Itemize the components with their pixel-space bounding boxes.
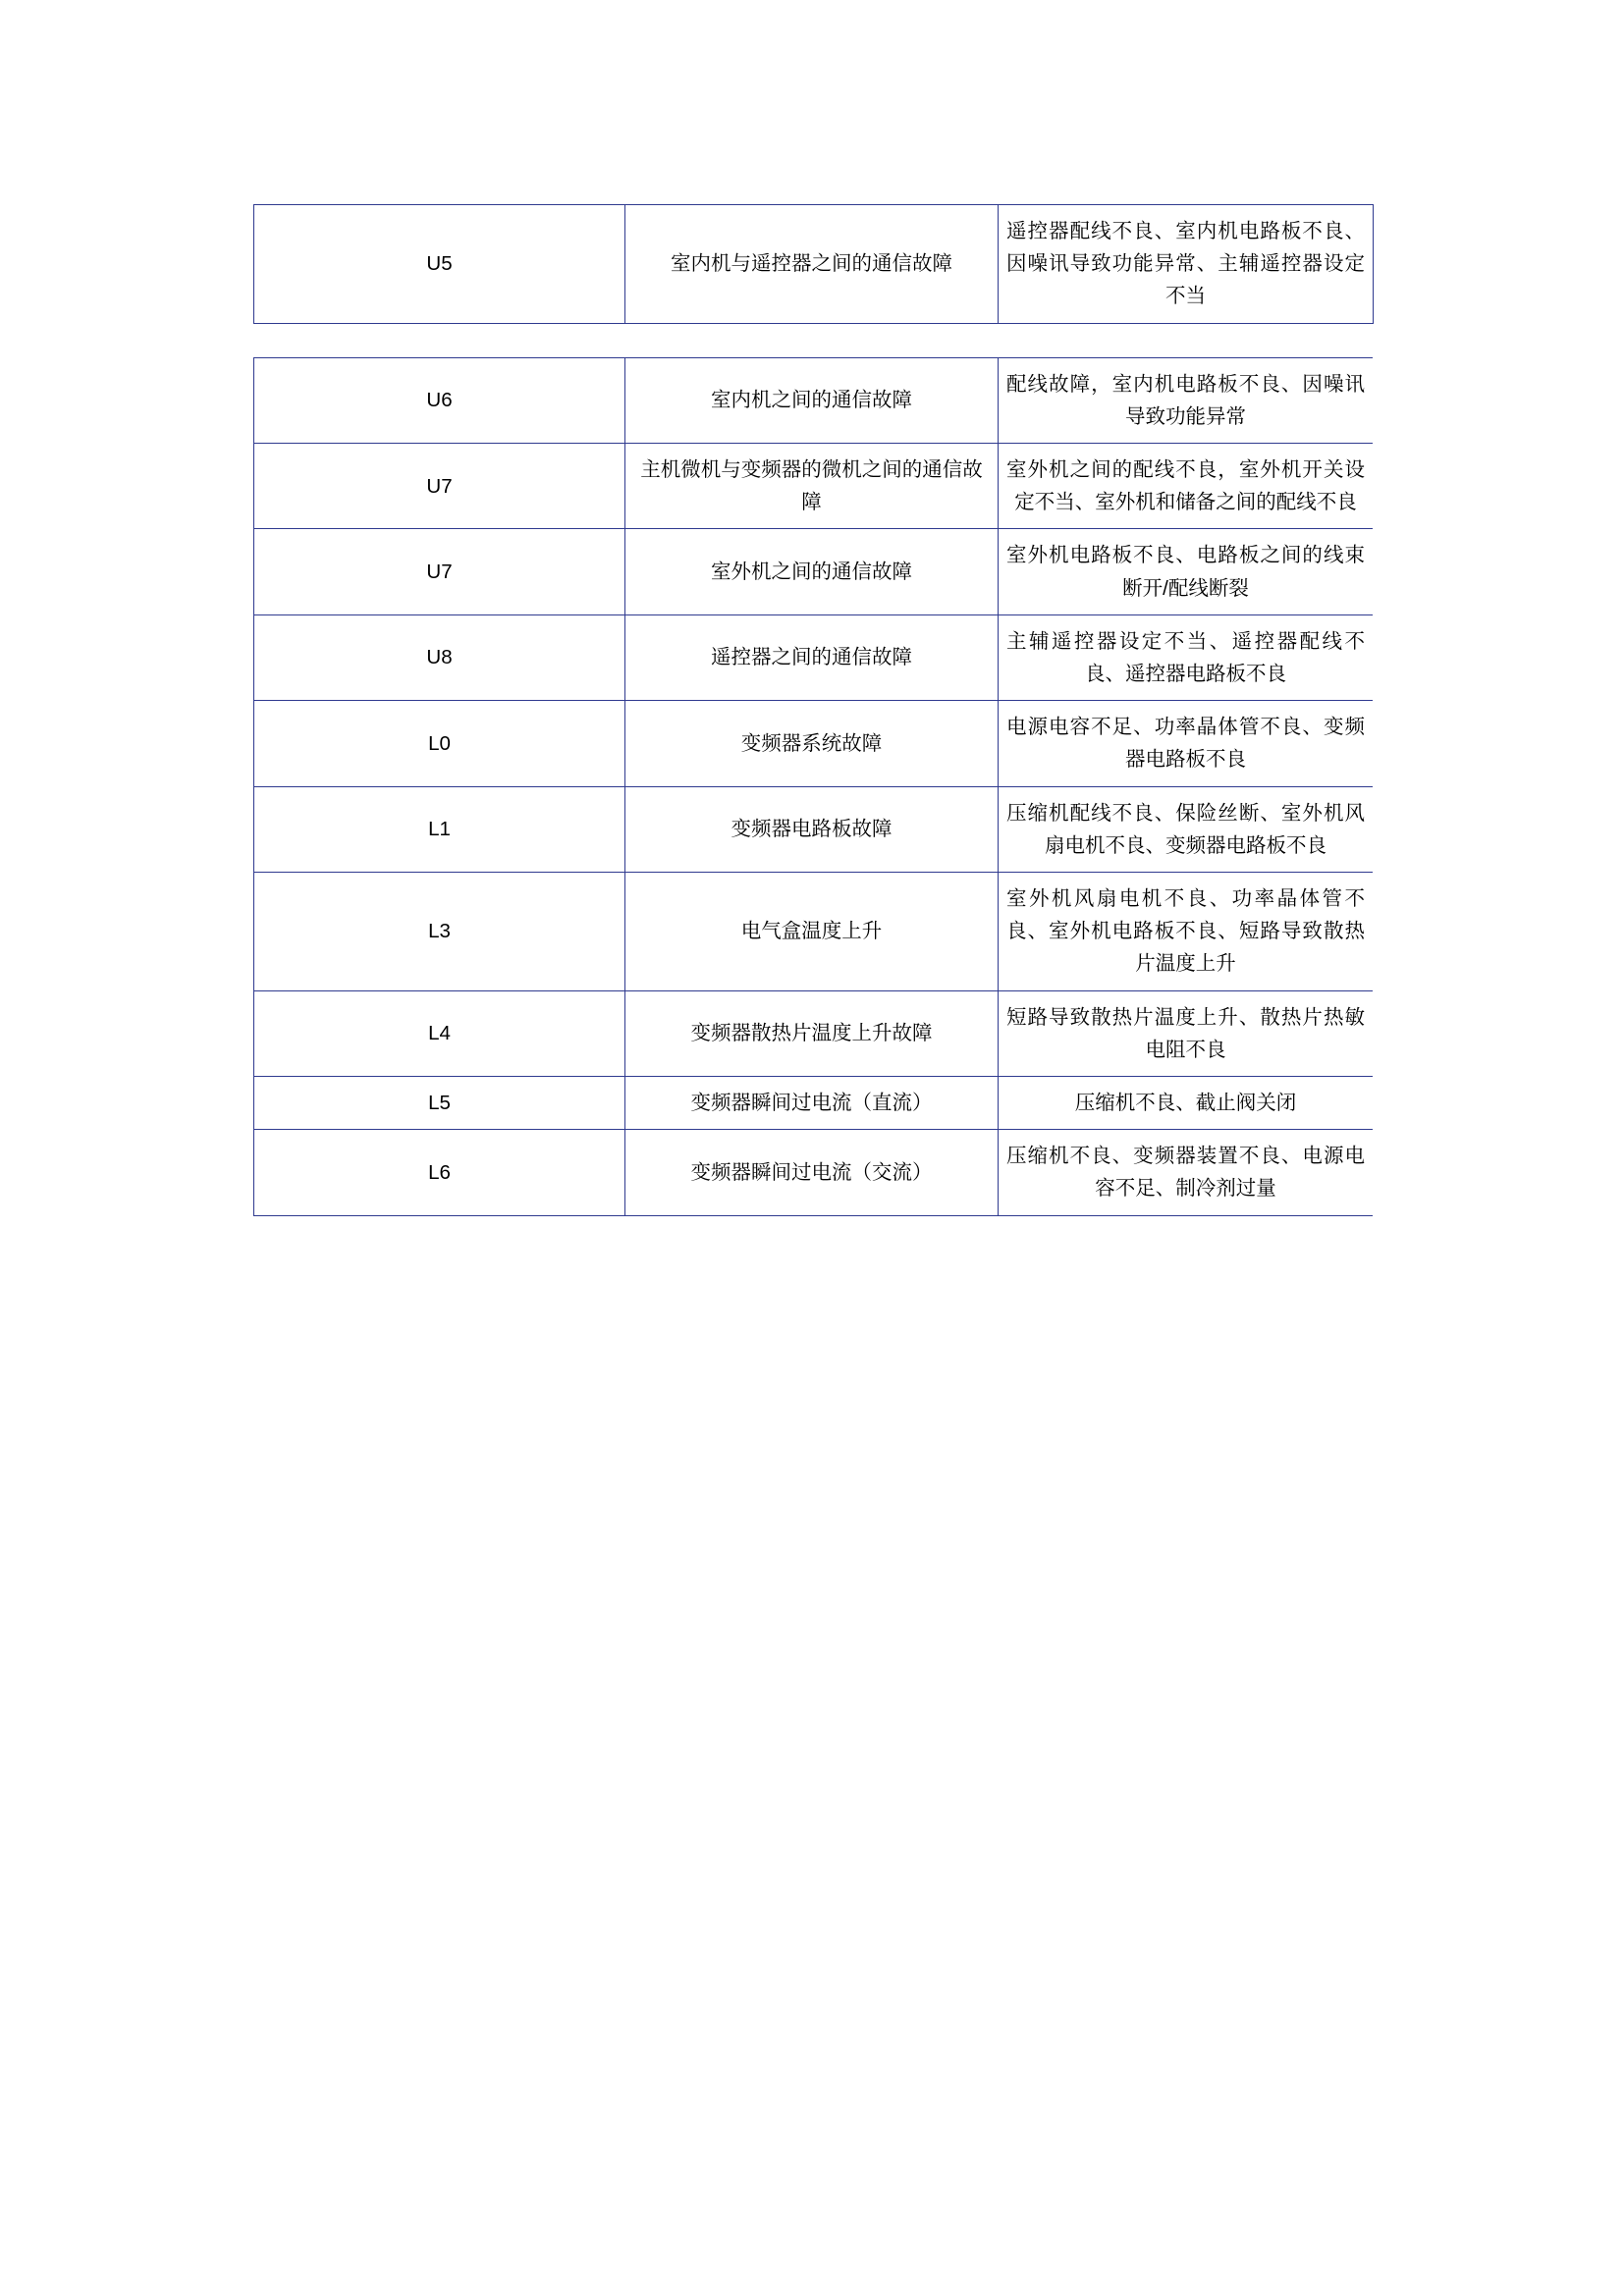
- fault-code: L5: [254, 1077, 625, 1130]
- table-row: [254, 529, 1374, 614]
- fault-description: 变频器系统故障: [625, 701, 999, 786]
- fault-description: 主机微机与变频器的微机之间的通信故障: [625, 444, 999, 529]
- fault-description: 变频器瞬间过电流（交流）: [625, 1130, 999, 1215]
- fault-cause: 短路导致散热片温度上升、散热片热敏电阻不良: [999, 990, 1374, 1076]
- fault-cause: 配线故障，室内机电路板不良、因噪讯导致功能异常: [999, 357, 1374, 443]
- fault-code-table-2: [253, 357, 1373, 1216]
- fault-code: L3: [254, 873, 625, 991]
- fault-code: U7: [254, 444, 625, 529]
- fault-table-block-2: [253, 357, 1373, 1359]
- fault-description: 变频器瞬间过电流（直流）: [625, 1077, 999, 1130]
- fault-cause: 主辅遥控器设定不当、遥控器配线不良、遥控器电路板不良: [999, 614, 1374, 700]
- fault-cause: 遥控器配线不良、室内机电路板不良、因噪讯导致功能异常、主辅遥控器设定不当: [999, 205, 1374, 324]
- fault-cause: 室外机电路板不良、电路板之间的线束断开/配线断裂: [999, 529, 1374, 614]
- fault-table-block-1: [253, 204, 1373, 324]
- fault-code: U7: [254, 529, 625, 614]
- fault-code: L1: [254, 786, 625, 872]
- fault-cause: 电源电容不足、功率晶体管不良、变频器电路板不良: [999, 701, 1374, 786]
- fault-description: 室内机与遥控器之间的通信故障: [625, 205, 999, 324]
- table-row: [254, 444, 1374, 529]
- fault-code: U8: [254, 614, 625, 700]
- fault-description: 室内机之间的通信故障: [625, 357, 999, 443]
- table-row: [254, 357, 1374, 443]
- table-row: [254, 873, 1374, 991]
- fault-cause: 室外机之间的配线不良，室外机开关设定不当、室外机和储备之间的配线不良: [999, 444, 1374, 529]
- fault-description: 变频器电路板故障: [625, 786, 999, 872]
- table-row: [254, 990, 1374, 1076]
- fault-code: L4: [254, 990, 625, 1076]
- fault-cause: 压缩机不良、变频器装置不良、电源电容不足、制冷剂过量: [999, 1130, 1374, 1215]
- fault-cause: 压缩机配线不良、保险丝断、室外机风扇电机不良、变频器电路板不良: [999, 786, 1374, 872]
- fault-cause: 压缩机不良、截止阀关闭: [999, 1077, 1374, 1130]
- fault-description: 遥控器之间的通信故障: [625, 614, 999, 700]
- table-row: [254, 614, 1374, 700]
- fault-code-table-1: [253, 204, 1374, 324]
- table-row: [254, 701, 1374, 786]
- fault-description: 电气盒温度上升: [625, 873, 999, 991]
- fault-cause: 室外机风扇电机不良、功率晶体管不良、室外机电路板不良、短路导致散热片温度上升: [999, 873, 1374, 991]
- table-row: [254, 1130, 1374, 1215]
- table-row: [254, 205, 1374, 324]
- fault-description: 室外机之间的通信故障: [625, 529, 999, 614]
- table-gap: [253, 324, 1373, 357]
- fault-code: U5: [254, 205, 625, 324]
- fault-description: 变频器散热片温度上升故障: [625, 990, 999, 1076]
- fault-code: L6: [254, 1130, 625, 1215]
- table-row: [254, 786, 1374, 872]
- table-row: [254, 1077, 1374, 1130]
- document-content: [253, 204, 1373, 1359]
- fault-code: L0: [254, 701, 625, 786]
- fault-code: U6: [254, 357, 625, 443]
